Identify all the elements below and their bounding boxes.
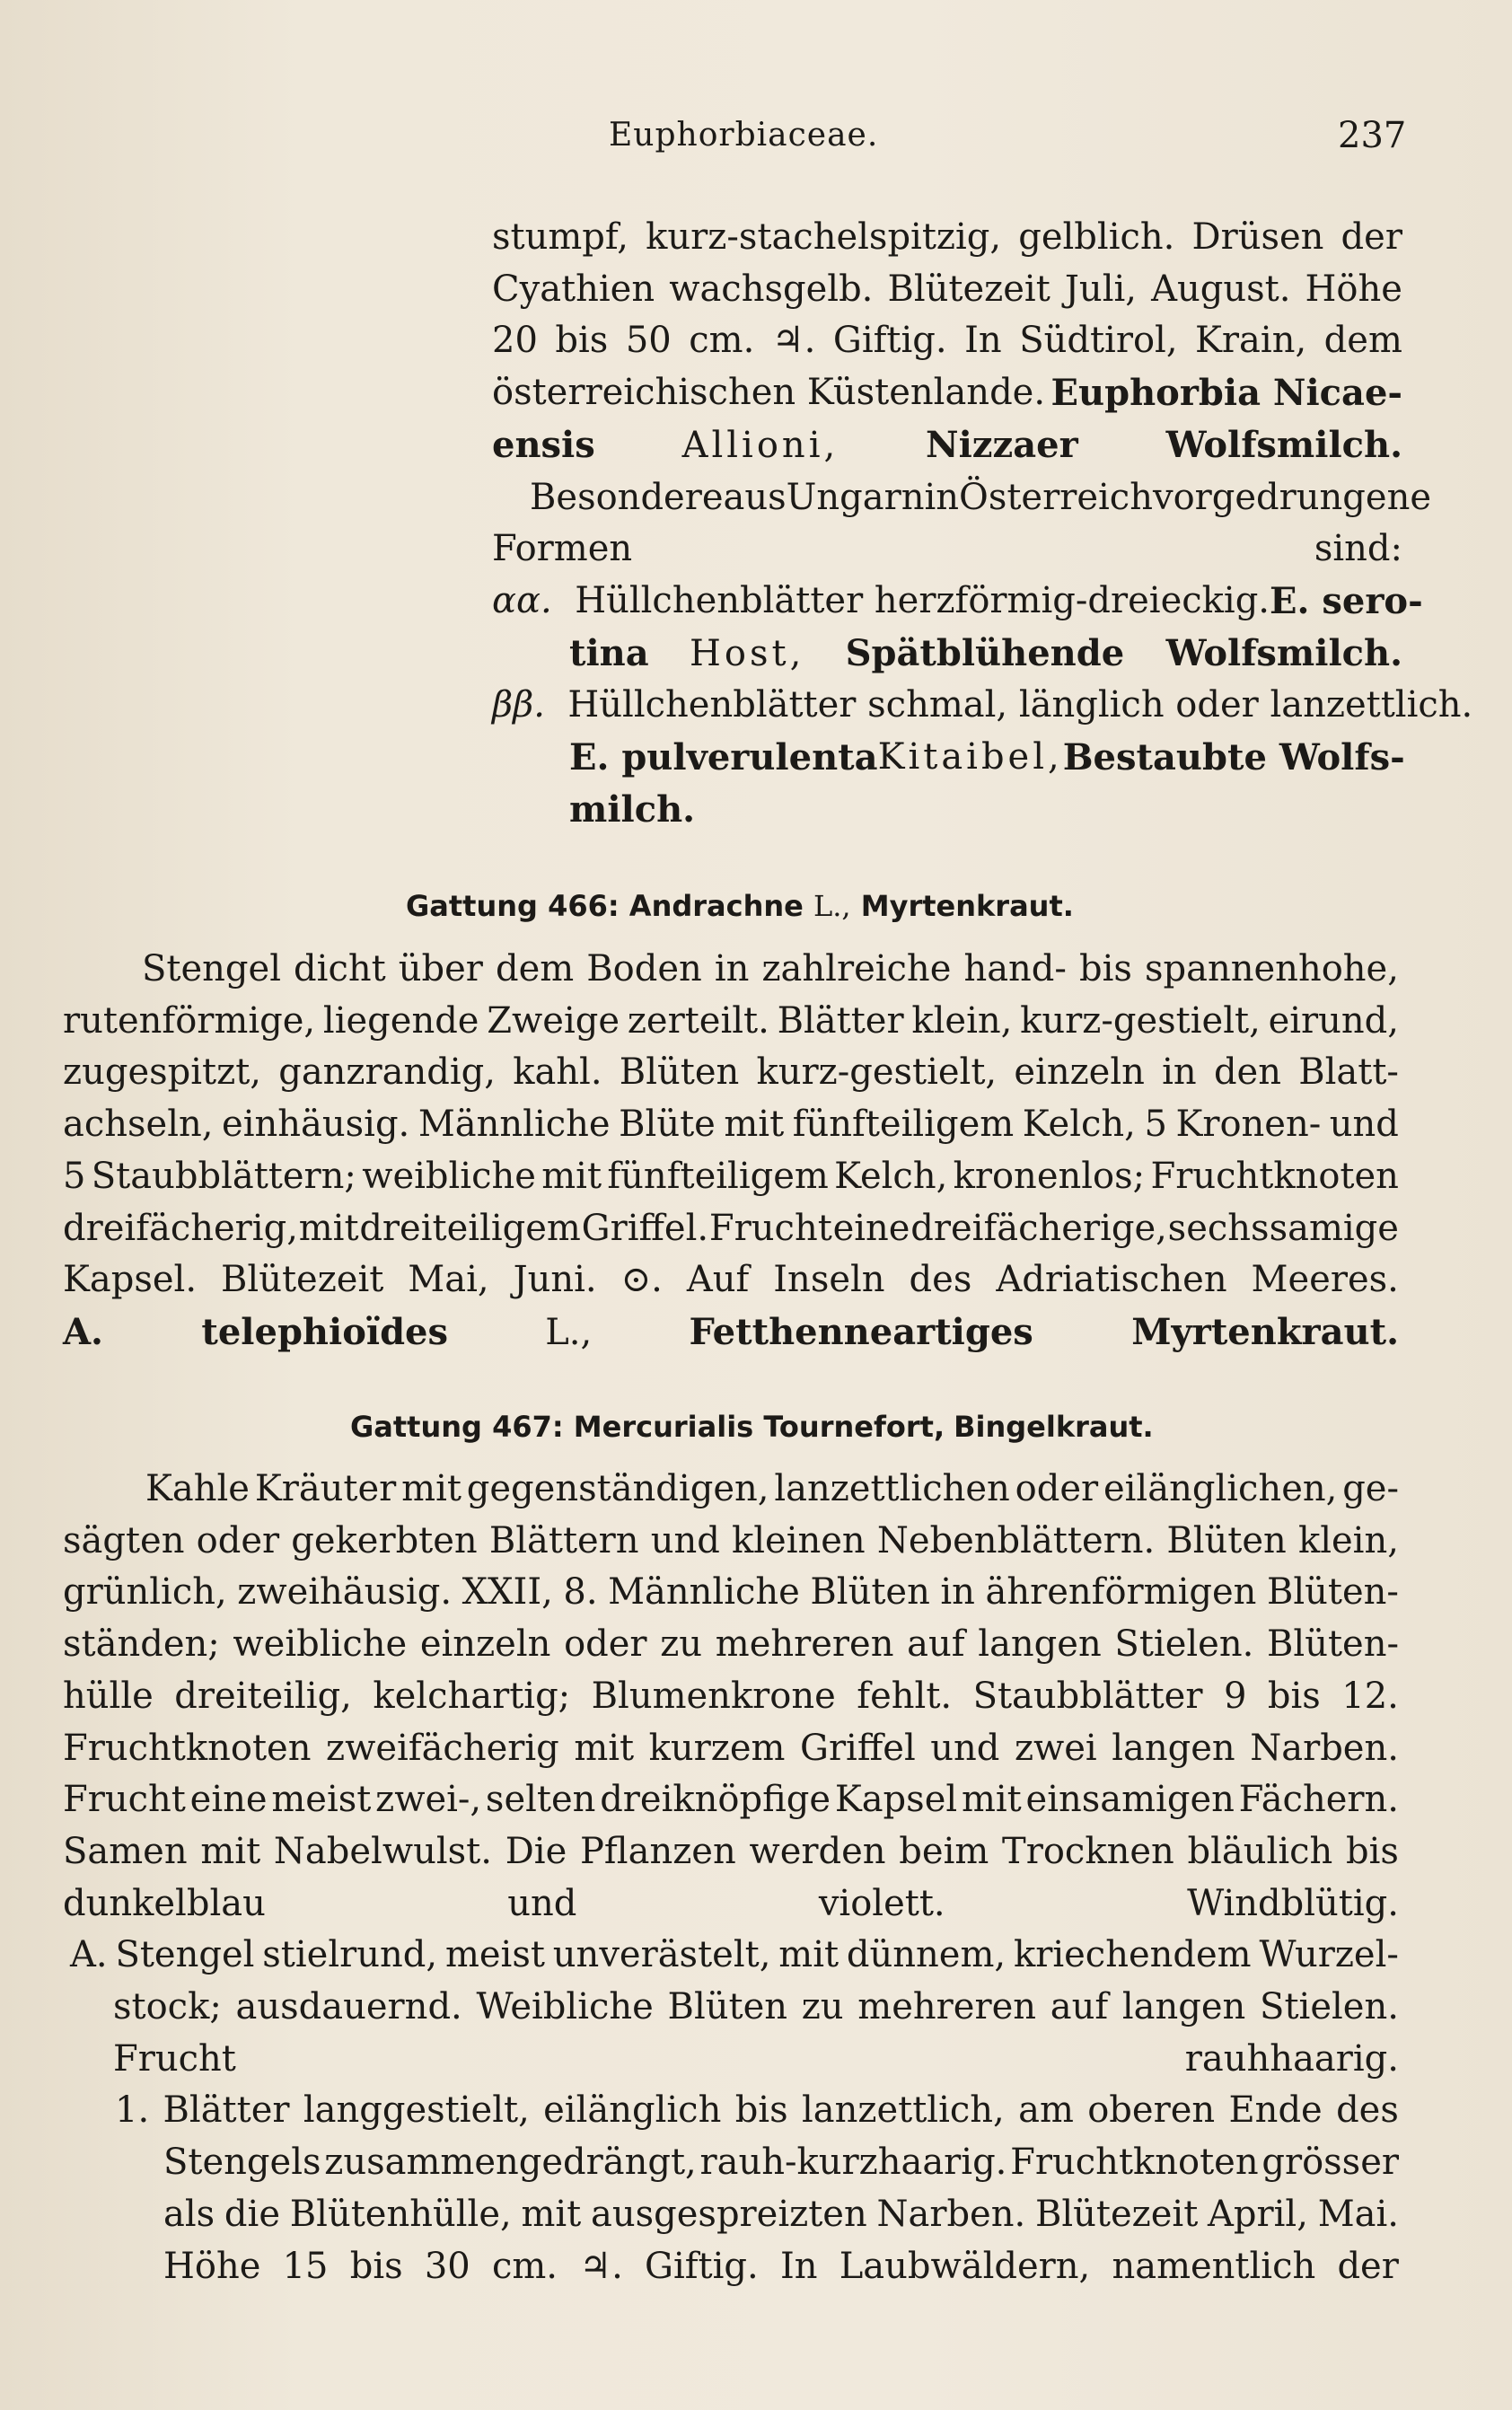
text-line: rutenförmige, liegende Zweige zerteilt. Blätter klein, kurz-gestielt, eirund, xyxy=(63,999,1399,1042)
species-line: A. telephioïdes L., Fetthenneartiges Myrtenkraut. xyxy=(63,1310,1400,1353)
key-1-line: Stengels zusammengedrängt, rauh-kurzhaarig. Fruchtknoten grösser xyxy=(163,2142,1399,2184)
variety-bb: ββ. Hüllchenblätter schmal, länglich oder lanzettlich. xyxy=(492,684,1473,726)
key-1-line: 1. Blätter langgestielt, eilänglich bis lanzettlich, am oberen Ende des xyxy=(115,2089,1399,2132)
variety-bb-cont: E. pulverulenta Kitaibel, Bestaubte Wolfs- xyxy=(569,736,1405,779)
variety-aa-cont: tina Host, Spätblühende Wolfsmilch. xyxy=(569,631,1403,674)
text-line: 5 Staubblättern; weibliche mit fünfteiligem Kelch, kronenlos; Fruchtknoten xyxy=(63,1155,1399,1197)
text-line: Kahle Kräuter mit gegenständigen, lanzettlichen oder eilänglichen, ge- xyxy=(145,1468,1399,1509)
text-line: achseln, einhäusig. Männliche Blüte mit fünfteiligem Kelch, 5 Kronen- und xyxy=(63,1104,1399,1146)
species-name: Euphorbia Nicae- xyxy=(1050,372,1402,415)
genus-heading-466: Gattung 466: Andrachne L., Myrtenkraut. xyxy=(406,889,1074,923)
page-number: 237 xyxy=(1338,115,1407,156)
mercurialis-description xyxy=(63,1464,1399,2292)
key-a-line: Frucht rauhhaarig. xyxy=(113,2037,1399,2080)
variety-bb-end: milch. xyxy=(569,787,696,831)
intro-line-1: stumpf, kurz-stachelspitzig, gelblich. Drüsen der xyxy=(492,216,1402,258)
variety-aa: αα. Hüllchenblätter herzförmig-dreieckig. E. sero- xyxy=(492,579,1423,622)
text-line: zugespitzt, ganzrandig, kahl. Blüten kurz-gestielt, einzeln in den Blatt- xyxy=(63,1051,1399,1094)
author-name: Allioni, xyxy=(681,424,840,466)
key-a-line: A. Stengel stielrund, meist unverästelt, mit dünnem, kriechendem Wurzel- xyxy=(70,1934,1399,1976)
key-1-line: Höhe 15 bis 30 cm. ♃. Giftig. In Laubwäldern, namentlich der xyxy=(163,2245,1399,2287)
common-name: Nizzaer Wolfsmilch. xyxy=(926,423,1402,466)
running-title: Euphorbiaceae. xyxy=(609,117,879,154)
key-a-line: stock; ausdauernd. Weibliche Blüten zu mehreren auf langen Stielen. xyxy=(113,1986,1399,2028)
intro-line-5: ensis Allioni, Nizzaer Wolfsmilch. xyxy=(492,423,1402,466)
intro-line-3: 20 bis 50 cm. ♃. Giftig. In Südtirol, Krain, dem xyxy=(492,320,1402,362)
text-line: sägten oder gekerbten Blättern und kleinen Nebenblättern. Blüten klein, xyxy=(63,1519,1399,1561)
text-line: ständen; weibliche einzeln oder zu mehreren auf langen Stielen. Blüten- xyxy=(63,1623,1399,1666)
intro-line-6: Besondere aus Ungarn in Österreich vorgedrungene xyxy=(530,476,1432,518)
text-line: Frucht eine meist zwei-, selten dreiknöpfige Kapsel mit einsamigen Fächern. xyxy=(63,1779,1399,1821)
text-line: Stengel dicht über dem Boden in zahlreiche hand- bis spannenhohe, xyxy=(142,948,1399,990)
text-line: Fruchtknoten zweifächerig mit kurzem Griffel und zwei langen Narben. xyxy=(63,1727,1399,1769)
text-line: dunkelblau und violett. Windblütig. xyxy=(63,1882,1399,1924)
text-line: grünlich, zweihäusig. XXII, 8. Männliche Blüten in ährenförmigen Blüten- xyxy=(63,1571,1399,1614)
genus-heading-467: Gattung 467: Mercurialis Tournefort, Bingelkraut. xyxy=(350,1410,1154,1444)
intro-line-4: österreichischen Küstenlande. Euphorbia Nicae- xyxy=(492,367,1402,419)
text-line: Kapsel. Blütezeit Mai, Juni. ⊙. Auf Inseln des Adriatischen Meeres. xyxy=(63,1259,1399,1301)
key-1-line: als die Blütenhülle, mit ausgespreizten Narben. Blütezeit April, Mai. xyxy=(163,2193,1399,2235)
text-line: hülle dreiteilig, kelchartig; Blumenkrone fehlt. Staubblätter 9 bis 12. xyxy=(63,1675,1399,1717)
text-line: Samen mit Nabelwulst. Die Pflanzen werden beim Trocknen bläulich bis xyxy=(63,1830,1399,1872)
andrachne-description xyxy=(63,944,1399,1359)
intro-line-7: Formen sind: xyxy=(492,528,1402,570)
intro-block xyxy=(492,212,1473,836)
text-line: dreifächerig, mit dreiteiligem Griffel. Frucht eine dreifächerige, sechssamige xyxy=(63,1207,1399,1249)
intro-line-2: Cyathien wachsgelb. Blütezeit Juli, August. Höhe xyxy=(492,268,1402,310)
